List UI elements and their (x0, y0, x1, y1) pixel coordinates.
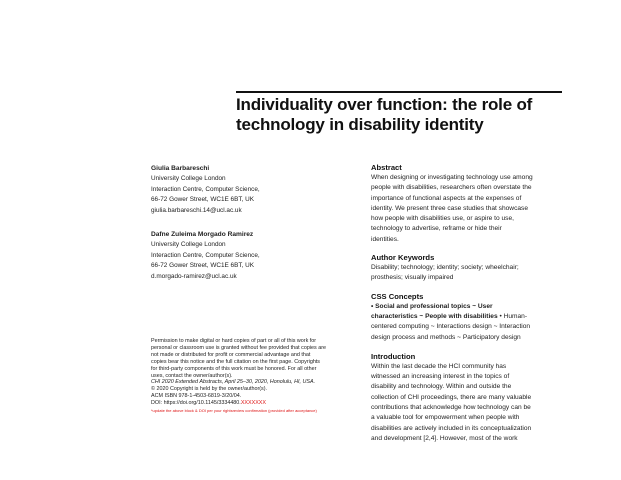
right-column (371, 163, 561, 444)
ccs-line: design process and methods ~ Participatory design (371, 333, 521, 341)
venue-line: CHI 2020 Extended Abstracts, April 25–30, 2020, Honolulu, HI, USA. (151, 379, 316, 386)
author-address: 66-72 Gower Street, WC1E 6BT, UK (151, 262, 254, 269)
permission-line: not made or distributed for profit or commercial advantage and that (151, 351, 311, 358)
title-rule (236, 91, 562, 93)
author-email: d.morgado-ramirez@ucl.ac.uk (151, 272, 237, 280)
ccs-heading: CSS Concepts (371, 291, 424, 301)
abstract-heading: Abstract (371, 163, 402, 172)
intro-line: disability and technology. Within and outside the (371, 383, 512, 391)
author-1 (151, 164, 361, 216)
author-address: 66-72 Gower Street, WC1E 6BT, UK (151, 196, 254, 203)
doi-line (151, 400, 366, 407)
author-affiliation: University College London (151, 241, 226, 248)
permission-line: uses, contact the owner/author(s). (151, 372, 233, 379)
keywords-line: Disability; technology; identity; society; wheelchair; (371, 264, 519, 272)
ccs-concept-rest: • Human- (497, 312, 528, 320)
intro-line: Within the last decade the HCI community has (371, 362, 507, 370)
keywords-line: prosthesis; visually impaired (371, 274, 454, 282)
author-name: Dafne Zuleima Morgado Ramirez (151, 231, 254, 238)
author-department: Interaction Centre, Computer Science, (151, 185, 260, 193)
abstract-line: people with disabilities, researchers often overstate the (371, 184, 532, 192)
author-email: giulia.barbareschi.14@ucl.ac.uk (151, 206, 242, 214)
ccs-line: centered computing ~ Interactions design ~ Interaction (371, 323, 531, 331)
abstract-line: When designing or investigating technology use among (371, 174, 533, 181)
author-2 (151, 230, 361, 282)
abstract-line: identities. (371, 235, 399, 243)
abstract-line: how people with disabilities use, or aspire to use, (371, 215, 514, 223)
abstract-line: identity. We present three case studies that showcase (371, 204, 528, 212)
update-note: *update the above block & DOI per your rightsreview confirmation (provided after acceptance) (151, 408, 317, 414)
doi-prefix: DOI: https://doi.org/10.1145/3334480. (151, 400, 241, 407)
ccs-concept-bold: characteristics ~ People with disabilities (371, 312, 498, 320)
intro-line: collection of CHI proceedings, there are many valuable (371, 393, 532, 401)
isbn-line: ACM ISBN 978-1-4503-6819-3/20/04. (151, 393, 242, 400)
permission-line: personal or classroom use is granted without fee provided that copies are (151, 344, 326, 351)
abstract-line: importance of functional aspects at the expenses of (371, 194, 522, 202)
abstract-line: technology to advertise, reframe or hide their (371, 225, 502, 233)
introduction-heading: Introduction (371, 351, 416, 361)
doi-placeholder: XXXXXXX (240, 400, 266, 407)
ccs-line (371, 312, 561, 322)
title-line-2: technology in disability identity (236, 115, 484, 134)
intro-line: contributions that acknowledge how technology can be (371, 404, 531, 412)
permission-line: for third-party components of this work must be honored. For all other (151, 365, 317, 372)
permission-line: Permission to make digital or hard copies of part or all of this work for (151, 338, 317, 344)
permission-line: copies bear this notice and the full citation on the first page. Copyrights (151, 358, 321, 365)
title-line-1: Individuality over function: the role of (236, 95, 533, 114)
ccs-line: • Social and professional topics ~ User (371, 302, 493, 310)
copyright-line: © 2020 Copyright is held by the owner/author(s). (151, 386, 268, 393)
paper-title (236, 95, 566, 135)
intro-line: witnessed an increasing interest in the topics of (371, 373, 510, 381)
author-affiliation: University College London (151, 175, 226, 182)
keywords-heading: Author Keywords (371, 253, 435, 263)
intro-line: a valuable tool for empowerment when people with (371, 414, 520, 422)
author-block (151, 164, 361, 296)
author-department: Interaction Centre, Computer Science, (151, 251, 260, 259)
intro-line: and development [2,4]. However, most of the work (371, 434, 518, 442)
permission-block (151, 338, 366, 414)
author-name: Giulia Barbareschi (151, 165, 210, 172)
intro-line: disabilities are actively included in its conceptualization (371, 424, 532, 432)
